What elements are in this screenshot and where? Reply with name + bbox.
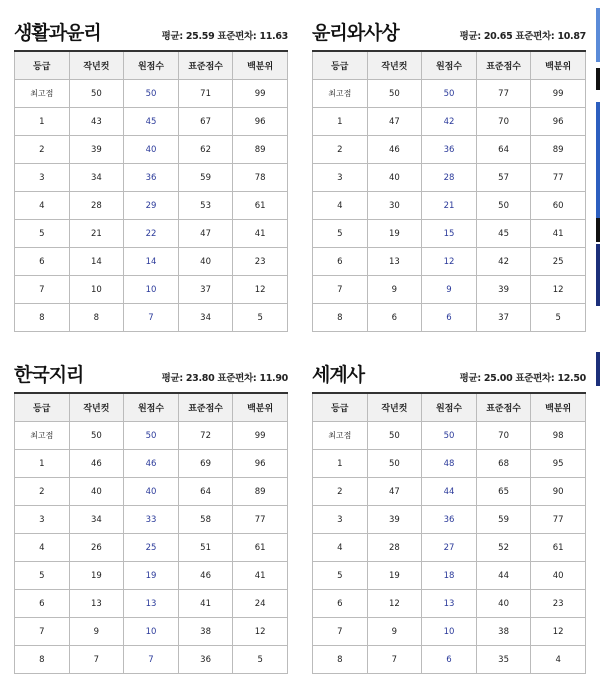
table-header — [15, 51, 288, 80]
table-row — [313, 192, 586, 220]
table-cell: 57 — [476, 164, 531, 192]
table-cell: 28 — [367, 534, 422, 562]
table-row — [313, 618, 586, 646]
table-cell: 50 — [422, 422, 477, 450]
table-cell: 12 — [367, 590, 422, 618]
table-cell: 25 — [124, 534, 179, 562]
table-cell: 19 — [124, 562, 179, 590]
column-header: 원점수 — [422, 393, 477, 422]
table-row — [313, 220, 586, 248]
table-cell: 26 — [69, 534, 124, 562]
table-cell: 1 — [313, 108, 368, 136]
table-cell: 7 — [313, 618, 368, 646]
table-cell: 99 — [531, 80, 586, 108]
table-row — [15, 562, 288, 590]
table-cell: 50 — [124, 422, 179, 450]
table-cell: 6 — [422, 646, 477, 674]
table-cell: 12 — [233, 618, 288, 646]
table-cell: 52 — [476, 534, 531, 562]
table-cell: 9 — [367, 618, 422, 646]
table-cell: 12 — [422, 248, 477, 276]
table-cell: 13 — [69, 590, 124, 618]
table-cell: 18 — [422, 562, 477, 590]
table-cell: 41 — [233, 562, 288, 590]
table-cell: 9 — [422, 276, 477, 304]
table-row — [313, 304, 586, 332]
table-cell: 39 — [69, 136, 124, 164]
table-cell: 3 — [313, 506, 368, 534]
table-cell: 19 — [69, 562, 124, 590]
table-row — [15, 220, 288, 248]
table-row — [15, 478, 288, 506]
table-cell: 4 — [313, 534, 368, 562]
table-cell: 5 — [313, 220, 368, 248]
table-cell: 62 — [178, 136, 233, 164]
table-cell: 13 — [367, 248, 422, 276]
column-header: 등급 — [313, 51, 368, 80]
table-cell: 10 — [124, 618, 179, 646]
grade-cut-table — [312, 50, 586, 332]
table-row — [15, 590, 288, 618]
table-row — [15, 276, 288, 304]
table-cell: 64 — [178, 478, 233, 506]
table-cell: 68 — [476, 450, 531, 478]
table-row — [313, 108, 586, 136]
table-cell: 41 — [531, 220, 586, 248]
subject-panel — [312, 14, 586, 332]
table-cell: 7 — [124, 304, 179, 332]
table-cell: 71 — [178, 80, 233, 108]
table-cell: 59 — [178, 164, 233, 192]
subject-stats: 평균: 25.59 표준편차: 11.63 — [161, 31, 288, 42]
table-row — [313, 276, 586, 304]
table-cell: 15 — [422, 220, 477, 248]
table-cell: 1 — [15, 108, 70, 136]
table-cell: 69 — [178, 450, 233, 478]
table-cell: 3 — [313, 164, 368, 192]
column-header: 표준점수 — [476, 393, 531, 422]
table-cell: 34 — [69, 164, 124, 192]
table-row — [313, 506, 586, 534]
table-cell: 6 — [313, 590, 368, 618]
table-cell: 40 — [531, 562, 586, 590]
table-cell: 50 — [69, 422, 124, 450]
subject-title: 세계사 — [312, 364, 365, 386]
table-cell: 41 — [233, 220, 288, 248]
column-header: 등급 — [15, 51, 70, 80]
table-row — [15, 80, 288, 108]
table-cell: 47 — [367, 108, 422, 136]
table-cell: 7 — [69, 646, 124, 674]
table-cell: 77 — [531, 164, 586, 192]
table-cell: 36 — [124, 164, 179, 192]
table-cell: 45 — [476, 220, 531, 248]
table-cell: 70 — [476, 422, 531, 450]
table-cell: 34 — [178, 304, 233, 332]
table-cell: 최고점 — [313, 422, 368, 450]
table-cell: 70 — [476, 108, 531, 136]
table-cell: 36 — [422, 136, 477, 164]
table-cell: 77 — [233, 506, 288, 534]
table-cell: 7 — [367, 646, 422, 674]
subject-stats: 평균: 25.00 표준편차: 12.50 — [459, 373, 586, 384]
table-cell: 40 — [367, 164, 422, 192]
table-row — [15, 534, 288, 562]
table-cell: 33 — [124, 506, 179, 534]
table-cell: 19 — [367, 220, 422, 248]
table-cell: 5 — [531, 304, 586, 332]
table-cell: 61 — [233, 534, 288, 562]
column-header: 작년컷 — [69, 393, 124, 422]
table-header — [313, 393, 586, 422]
table-row — [313, 534, 586, 562]
table-row — [15, 136, 288, 164]
table-cell: 14 — [69, 248, 124, 276]
table-cell: 5 — [233, 304, 288, 332]
table-row — [313, 646, 586, 674]
table-cell: 39 — [476, 276, 531, 304]
table-row — [15, 248, 288, 276]
grade-cut-table — [14, 392, 288, 674]
table-cell: 40 — [178, 248, 233, 276]
table-cell: 29 — [124, 192, 179, 220]
table-cell: 46 — [124, 450, 179, 478]
table-cell: 43 — [69, 108, 124, 136]
table-cell: 9 — [367, 276, 422, 304]
subject-title: 생활과윤리 — [14, 22, 101, 44]
table-cell: 41 — [178, 590, 233, 618]
table-cell: 최고점 — [15, 422, 70, 450]
table-row — [313, 422, 586, 450]
table-cell: 2 — [313, 478, 368, 506]
table-cell: 36 — [178, 646, 233, 674]
side-decoration — [596, 8, 600, 62]
table-cell: 61 — [531, 534, 586, 562]
table-cell: 50 — [69, 80, 124, 108]
table-cell: 19 — [367, 562, 422, 590]
table-cell: 4 — [531, 646, 586, 674]
table-cell: 59 — [476, 506, 531, 534]
column-header: 원점수 — [124, 51, 179, 80]
table-cell: 34 — [69, 506, 124, 534]
table-row — [15, 164, 288, 192]
table-cell: 7 — [124, 646, 179, 674]
table-row — [15, 450, 288, 478]
table-cell: 77 — [476, 80, 531, 108]
table-cell: 64 — [476, 136, 531, 164]
table-cell: 46 — [178, 562, 233, 590]
table-cell: 60 — [531, 192, 586, 220]
table-row — [313, 80, 586, 108]
table-cell: 24 — [233, 590, 288, 618]
table-row — [15, 618, 288, 646]
table-cell: 21 — [422, 192, 477, 220]
table-cell: 53 — [178, 192, 233, 220]
table-cell: 5 — [15, 562, 70, 590]
grade-cut-table — [312, 392, 586, 674]
table-cell: 89 — [531, 136, 586, 164]
table-cell: 13 — [422, 590, 477, 618]
table-cell: 58 — [178, 506, 233, 534]
table-cell: 89 — [233, 136, 288, 164]
table-cell: 47 — [178, 220, 233, 248]
table-cell: 96 — [233, 108, 288, 136]
table-cell: 38 — [476, 618, 531, 646]
table-cell: 40 — [124, 136, 179, 164]
table-cell: 6 — [313, 248, 368, 276]
subject-panel — [14, 356, 288, 674]
table-cell: 7 — [313, 276, 368, 304]
table-cell: 90 — [531, 478, 586, 506]
table-row — [15, 192, 288, 220]
table-cell: 28 — [422, 164, 477, 192]
table-cell: 8 — [313, 304, 368, 332]
table-cell: 37 — [178, 276, 233, 304]
subject-title: 윤리와사상 — [312, 22, 399, 44]
subject-stats: 평균: 20.65 표준편차: 10.87 — [459, 31, 586, 42]
table-cell: 8 — [313, 646, 368, 674]
table-row — [313, 164, 586, 192]
table-cell: 77 — [531, 506, 586, 534]
table-cell: 50 — [476, 192, 531, 220]
table-cell: 40 — [69, 478, 124, 506]
column-header: 백분위 — [531, 51, 586, 80]
table-cell: 10 — [124, 276, 179, 304]
table-cell: 39 — [367, 506, 422, 534]
table-cell: 최고점 — [313, 80, 368, 108]
table-cell: 4 — [15, 192, 70, 220]
table-cell: 5 — [15, 220, 70, 248]
column-header: 표준점수 — [178, 51, 233, 80]
table-cell: 96 — [233, 450, 288, 478]
side-decoration — [596, 102, 600, 218]
table-cell: 50 — [124, 80, 179, 108]
subject-stats: 평균: 23.80 표준편차: 11.90 — [161, 373, 288, 384]
table-cell: 2 — [15, 478, 70, 506]
column-header: 작년컷 — [367, 51, 422, 80]
table-cell: 22 — [124, 220, 179, 248]
table-cell: 89 — [233, 478, 288, 506]
column-header: 표준점수 — [178, 393, 233, 422]
table-cell: 3 — [15, 164, 70, 192]
table-row — [15, 304, 288, 332]
table-cell: 51 — [178, 534, 233, 562]
table-cell: 4 — [313, 192, 368, 220]
table-cell: 67 — [178, 108, 233, 136]
table-cell: 12 — [531, 618, 586, 646]
column-header: 등급 — [313, 393, 368, 422]
table-cell: 50 — [367, 422, 422, 450]
side-decoration — [596, 218, 600, 242]
table-cell: 61 — [233, 192, 288, 220]
table-cell: 10 — [69, 276, 124, 304]
table-cell: 13 — [124, 590, 179, 618]
table-row — [313, 478, 586, 506]
table-cell: 5 — [313, 562, 368, 590]
table-cell: 35 — [476, 646, 531, 674]
table-cell: 2 — [15, 136, 70, 164]
column-header: 백분위 — [233, 51, 288, 80]
table-cell: 12 — [233, 276, 288, 304]
column-header: 표준점수 — [476, 51, 531, 80]
table-cell: 7 — [15, 618, 70, 646]
table-row — [15, 506, 288, 534]
table-cell: 6 — [15, 248, 70, 276]
table-cell: 최고점 — [15, 80, 70, 108]
table-cell: 44 — [422, 478, 477, 506]
column-header: 작년컷 — [367, 393, 422, 422]
table-row — [15, 422, 288, 450]
table-cell: 65 — [476, 478, 531, 506]
table-cell: 50 — [422, 80, 477, 108]
table-cell: 23 — [531, 590, 586, 618]
table-cell: 44 — [476, 562, 531, 590]
table-cell: 4 — [15, 534, 70, 562]
table-cell: 10 — [422, 618, 477, 646]
column-header: 백분위 — [531, 393, 586, 422]
table-header — [313, 51, 586, 80]
table-row — [313, 450, 586, 478]
table-cell: 99 — [233, 80, 288, 108]
table-row — [313, 248, 586, 276]
table-cell: 38 — [178, 618, 233, 646]
side-decoration — [596, 352, 600, 386]
column-header: 등급 — [15, 393, 70, 422]
table-cell: 37 — [476, 304, 531, 332]
table-cell: 95 — [531, 450, 586, 478]
table-row — [15, 646, 288, 674]
table-cell: 50 — [367, 80, 422, 108]
table-cell: 2 — [313, 136, 368, 164]
table-cell: 6 — [15, 590, 70, 618]
column-header: 백분위 — [233, 393, 288, 422]
column-header: 원점수 — [422, 51, 477, 80]
subject-panel — [14, 14, 288, 332]
table-cell: 96 — [531, 108, 586, 136]
grade-cut-table — [14, 50, 288, 332]
table-cell: 27 — [422, 534, 477, 562]
table-cell: 42 — [422, 108, 477, 136]
side-decoration — [596, 68, 600, 90]
table-cell: 48 — [422, 450, 477, 478]
table-cell: 1 — [15, 450, 70, 478]
table-row — [313, 590, 586, 618]
table-cell: 12 — [531, 276, 586, 304]
table-cell: 46 — [367, 136, 422, 164]
table-cell: 42 — [476, 248, 531, 276]
table-cell: 25 — [531, 248, 586, 276]
table-cell: 1 — [313, 450, 368, 478]
table-cell: 72 — [178, 422, 233, 450]
table-cell: 47 — [367, 478, 422, 506]
table-header — [15, 393, 288, 422]
subject-title: 한국지리 — [14, 364, 84, 386]
table-cell: 8 — [15, 646, 70, 674]
table-cell: 6 — [422, 304, 477, 332]
table-cell: 6 — [367, 304, 422, 332]
table-cell: 98 — [531, 422, 586, 450]
table-cell: 30 — [367, 192, 422, 220]
table-cell: 21 — [69, 220, 124, 248]
table-cell: 46 — [69, 450, 124, 478]
table-cell: 78 — [233, 164, 288, 192]
subject-panel — [312, 356, 586, 674]
table-cell: 8 — [69, 304, 124, 332]
table-cell: 40 — [476, 590, 531, 618]
table-row — [15, 108, 288, 136]
column-header: 원점수 — [124, 393, 179, 422]
table-cell: 36 — [422, 506, 477, 534]
column-header: 작년컷 — [69, 51, 124, 80]
table-cell: 7 — [15, 276, 70, 304]
table-cell: 23 — [233, 248, 288, 276]
table-row — [313, 136, 586, 164]
table-cell: 28 — [69, 192, 124, 220]
table-cell: 99 — [233, 422, 288, 450]
table-cell: 5 — [233, 646, 288, 674]
table-cell: 50 — [367, 450, 422, 478]
table-cell: 40 — [124, 478, 179, 506]
table-row — [313, 562, 586, 590]
table-cell: 45 — [124, 108, 179, 136]
side-decoration — [596, 244, 600, 306]
table-cell: 3 — [15, 506, 70, 534]
table-cell: 9 — [69, 618, 124, 646]
table-cell: 14 — [124, 248, 179, 276]
table-cell: 8 — [15, 304, 70, 332]
